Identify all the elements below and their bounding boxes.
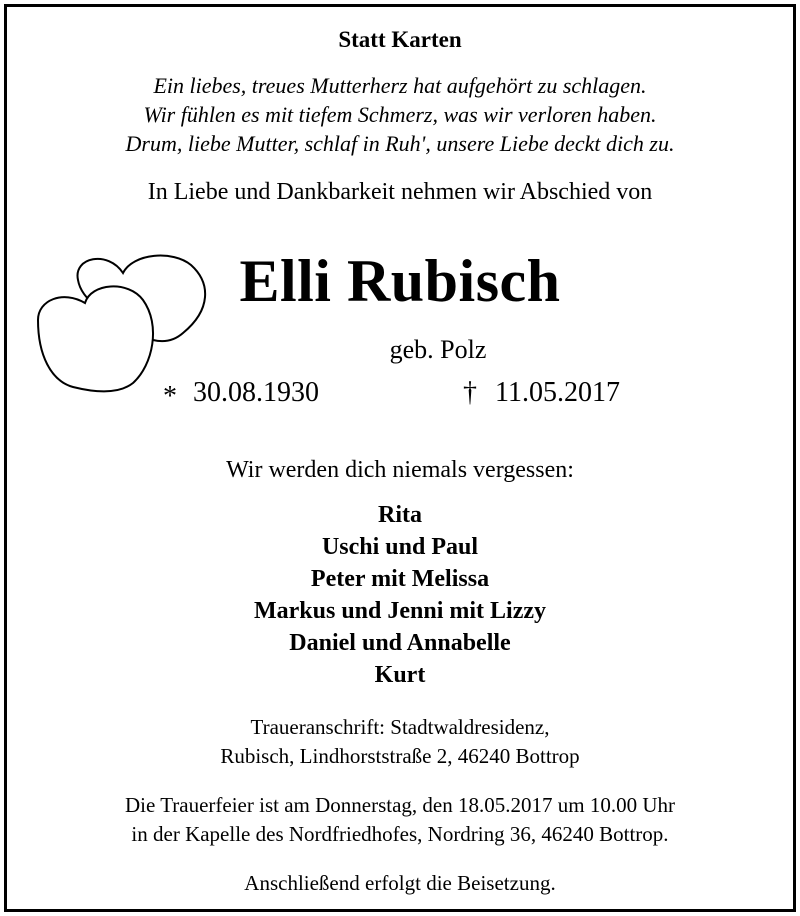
family-member: Markus und Jenni mit Lizzy (253, 598, 547, 624)
verse-line-2: Wir fühlen es mit tiefem Schmerz, was wir verloren haben. (143, 102, 657, 127)
birth-name (7, 335, 793, 365)
family-member: Uschi und Paul (321, 534, 479, 560)
intro-text: In Liebe und Dankbarkeit nehmen wir Abschied von (147, 179, 653, 205)
family-member: Kurt (374, 662, 426, 688)
family-member: Daniel und Annabelle (289, 630, 511, 656)
obituary-frame (4, 4, 796, 912)
remember-text: Wir werden dich niemals vergessen: (226, 457, 574, 483)
burial-text: Anschließend erfolgt die Beisetzung. (244, 871, 556, 895)
address-line-1: Traueranschrift: Stadtwaldresidenz, (250, 715, 550, 739)
death-symbol: † (463, 377, 477, 408)
ceremony-line-1: Die Trauerfeier ist am Donnerstag, den 18.05.2017 um 10.00 Uhr (125, 793, 675, 817)
birth-date: 30.08.1930 (193, 377, 319, 408)
ceremony-line-2: in der Kapelle des Nordfriedhofes, Nordring 36, 46240 Bottrop. (131, 822, 669, 846)
deceased-name: Elli Rubisch (239, 248, 561, 314)
birth-symbol: * (163, 381, 177, 412)
family-member: Rita (378, 502, 422, 528)
verse-line-3: Drum, liebe Mutter, schlaf in Ruh', unsere Liebe deckt dich zu. (125, 131, 675, 156)
address-line-2: Rubisch, Lindhorststraße 2, 46240 Bottrop (220, 744, 580, 768)
verse-line-1: Ein liebes, treues Mutterherz hat aufgehört zu schlagen. (153, 73, 647, 98)
birth-name-text: geb. Polz (389, 335, 487, 364)
header-title: Statt Karten (338, 27, 462, 52)
death-date: 11.05.2017 (495, 377, 620, 408)
family-member: Peter mit Melissa (310, 566, 490, 592)
